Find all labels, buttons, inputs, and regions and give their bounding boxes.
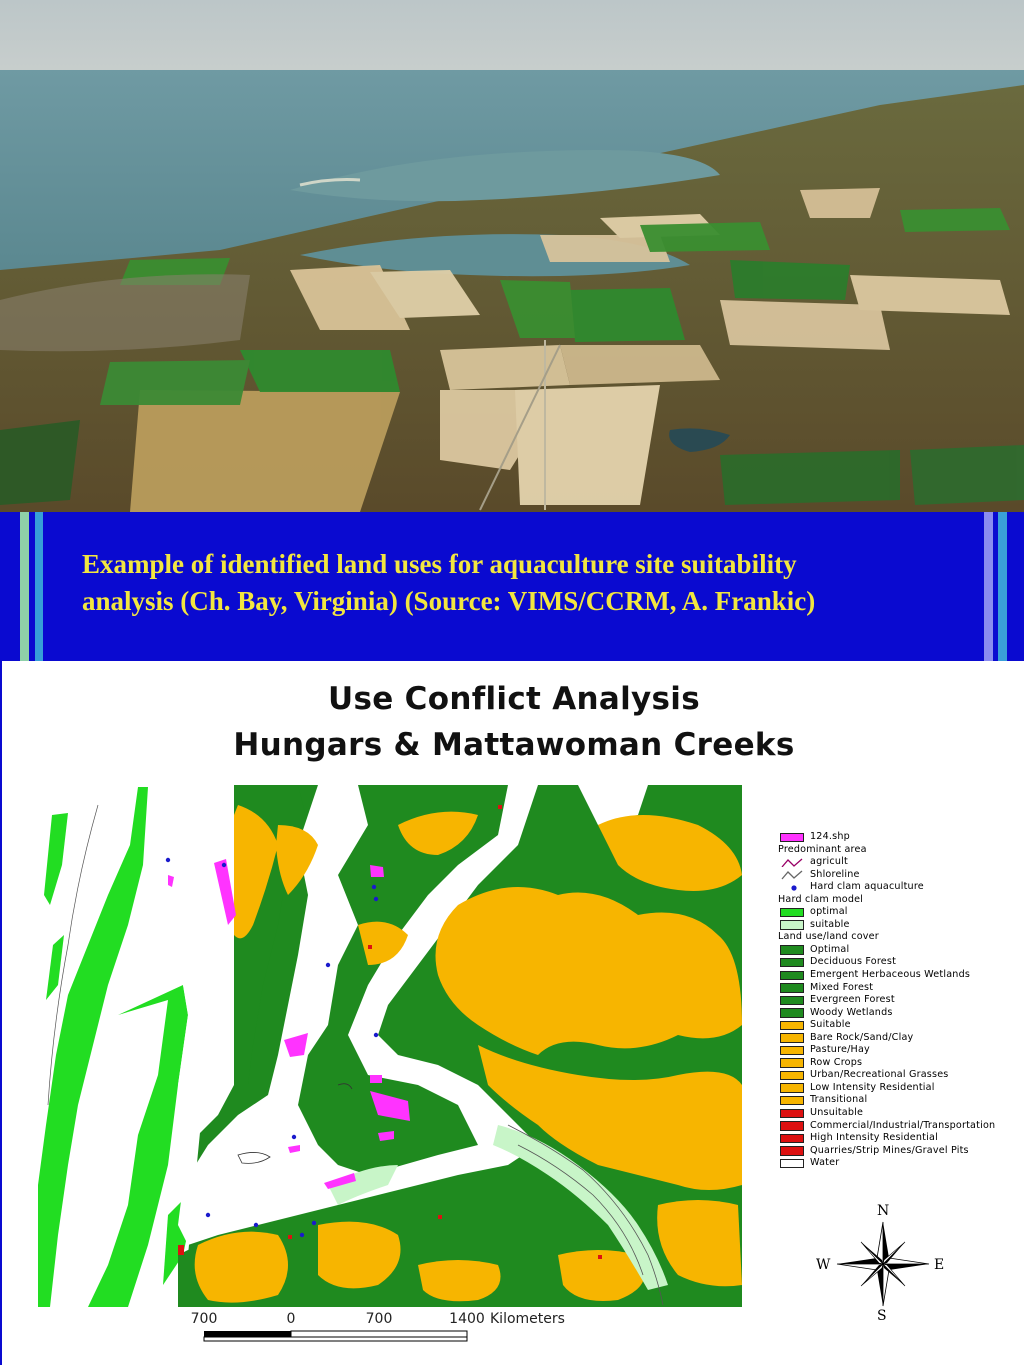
- legend-label: optimal: [810, 906, 848, 918]
- scale-tick-1: 700: [190, 1311, 218, 1327]
- legend-item: [778, 1120, 1024, 1133]
- scale-bar-graphic: [182, 1329, 482, 1345]
- scale-tick-4: 1400: [449, 1311, 485, 1327]
- scale-tick-2: 0: [286, 1311, 296, 1327]
- legend-label: Mixed Forest: [810, 981, 874, 993]
- legend-swatch: [780, 1033, 804, 1043]
- compass-s: S: [877, 1308, 887, 1324]
- legend-swatch: [780, 945, 804, 955]
- legend-swatch: [780, 1046, 804, 1056]
- legend-label: Water: [810, 1157, 840, 1169]
- scale-tick-3: 700: [365, 1311, 393, 1327]
- legend-swatch: [780, 1008, 804, 1018]
- legend-swatch: [780, 833, 804, 843]
- legend-swatch: [780, 1083, 804, 1093]
- legend-item: [778, 1069, 1024, 1082]
- legend-label: Pasture/Hay: [810, 1044, 870, 1056]
- legend-swatch: [780, 1058, 804, 1068]
- legend-item: [778, 919, 1024, 932]
- north-arrow: [808, 1201, 958, 1326]
- legend-item: [778, 982, 1024, 995]
- legend-item: [778, 1057, 1024, 1070]
- legend-label: Deciduous Forest: [810, 956, 897, 968]
- compass-n: N: [877, 1203, 890, 1219]
- legend-label: Commercial/Industrial/Transportation: [810, 1119, 996, 1131]
- legend-label: Urban/Recreational Grasses: [810, 1069, 949, 1081]
- legend-item: [778, 881, 1024, 894]
- legend-item: [778, 994, 1024, 1007]
- legend-item: [778, 969, 1024, 982]
- legend-dot-symbol: [780, 883, 804, 893]
- caption-line-2: analysis (Ch. Bay, Virginia) (Source: VIMS/CCRM, A. Frankic): [82, 586, 816, 616]
- legend-label: Suitable: [810, 1019, 851, 1031]
- land-use-map: [38, 785, 742, 1307]
- legend-label: Shloreline: [810, 868, 860, 880]
- legend-label: Woody Wetlands: [810, 1006, 893, 1018]
- legend-label: Low Intensity Residential: [810, 1081, 935, 1093]
- legend-item: [778, 906, 1024, 919]
- legend-item: [778, 1107, 1024, 1120]
- legend-label: Hard clam aquaculture: [810, 881, 924, 893]
- legend-item: [778, 856, 1024, 869]
- legend-swatch: [780, 1071, 804, 1081]
- legend-item: [778, 944, 1024, 957]
- legend-swatch: [780, 1134, 804, 1144]
- legend-item: [778, 1007, 1024, 1020]
- compass-rose-icon: [833, 1221, 933, 1307]
- caption-banner: [0, 512, 1024, 661]
- legend-item: [778, 1132, 1024, 1145]
- aerial-photo: [0, 0, 1024, 512]
- legend-swatch: [780, 1159, 804, 1169]
- legend-item: [778, 1019, 1024, 1032]
- legend-swatch: [780, 983, 804, 993]
- scale-units: Kilometers: [490, 1311, 565, 1327]
- legend-item: [778, 831, 1024, 844]
- legend-label: High Intensity Residential: [810, 1132, 938, 1144]
- legend-item: [778, 1094, 1024, 1107]
- legend-item: [778, 1145, 1024, 1158]
- legend-label: Land use/land cover: [778, 931, 879, 943]
- legend-swatch: [780, 1146, 804, 1156]
- legend-item: [778, 1032, 1024, 1045]
- map-title-line-2: Hungars & Mattawoman Creeks: [233, 727, 795, 763]
- compass-e: E: [934, 1257, 945, 1273]
- legend-swatch: [780, 1096, 804, 1106]
- legend-label: 124.shp: [810, 831, 850, 842]
- legend-line-symbol: [780, 858, 804, 868]
- legend-item: [778, 1082, 1024, 1095]
- legend-label: Predominant area: [778, 843, 867, 855]
- legend-item: [778, 1044, 1024, 1057]
- legend-label: Optimal: [810, 943, 850, 955]
- legend-label: Quarries/Strip Mines/Gravel Pits: [810, 1144, 969, 1156]
- legend-label: agricult: [810, 856, 848, 868]
- legend-swatch: [780, 1121, 804, 1131]
- map-title-line-1: Use Conflict Analysis: [328, 681, 700, 717]
- legend-item: [778, 1157, 1024, 1170]
- legend-swatch: [780, 908, 804, 918]
- legend-item: [778, 956, 1024, 969]
- scale-bar: [182, 1311, 602, 1361]
- legend-swatch: [780, 971, 804, 981]
- legend-label: Evergreen Forest: [810, 994, 895, 1006]
- legend-label: Emergent Herbaceous Wetlands: [810, 969, 971, 981]
- legend-label: Unsuitable: [810, 1107, 864, 1119]
- legend-label: suitable: [810, 918, 850, 930]
- legend-item: [778, 931, 1024, 944]
- map-section: [0, 661, 1024, 1365]
- map-legend: [778, 831, 1024, 1170]
- legend-line-symbol: [780, 870, 804, 880]
- legend-swatch: [780, 1109, 804, 1119]
- legend-label: Bare Rock/Sand/Clay: [810, 1031, 914, 1043]
- legend-swatch: [780, 958, 804, 968]
- compass-w: W: [816, 1257, 831, 1273]
- legend-swatch: [780, 996, 804, 1006]
- legend-swatch: [780, 920, 804, 930]
- legend-label: Row Crops: [810, 1056, 863, 1068]
- legend-swatch: [780, 1021, 804, 1031]
- caption-line-1: Example of identified land uses for aquaculture site suitability: [82, 549, 797, 579]
- legend-item: [778, 844, 1024, 857]
- legend-label: Transitional: [810, 1094, 868, 1106]
- legend-item: [778, 869, 1024, 882]
- legend-label: Hard clam model: [778, 893, 864, 905]
- legend-item: [778, 894, 1024, 907]
- caption-text: [82, 546, 962, 620]
